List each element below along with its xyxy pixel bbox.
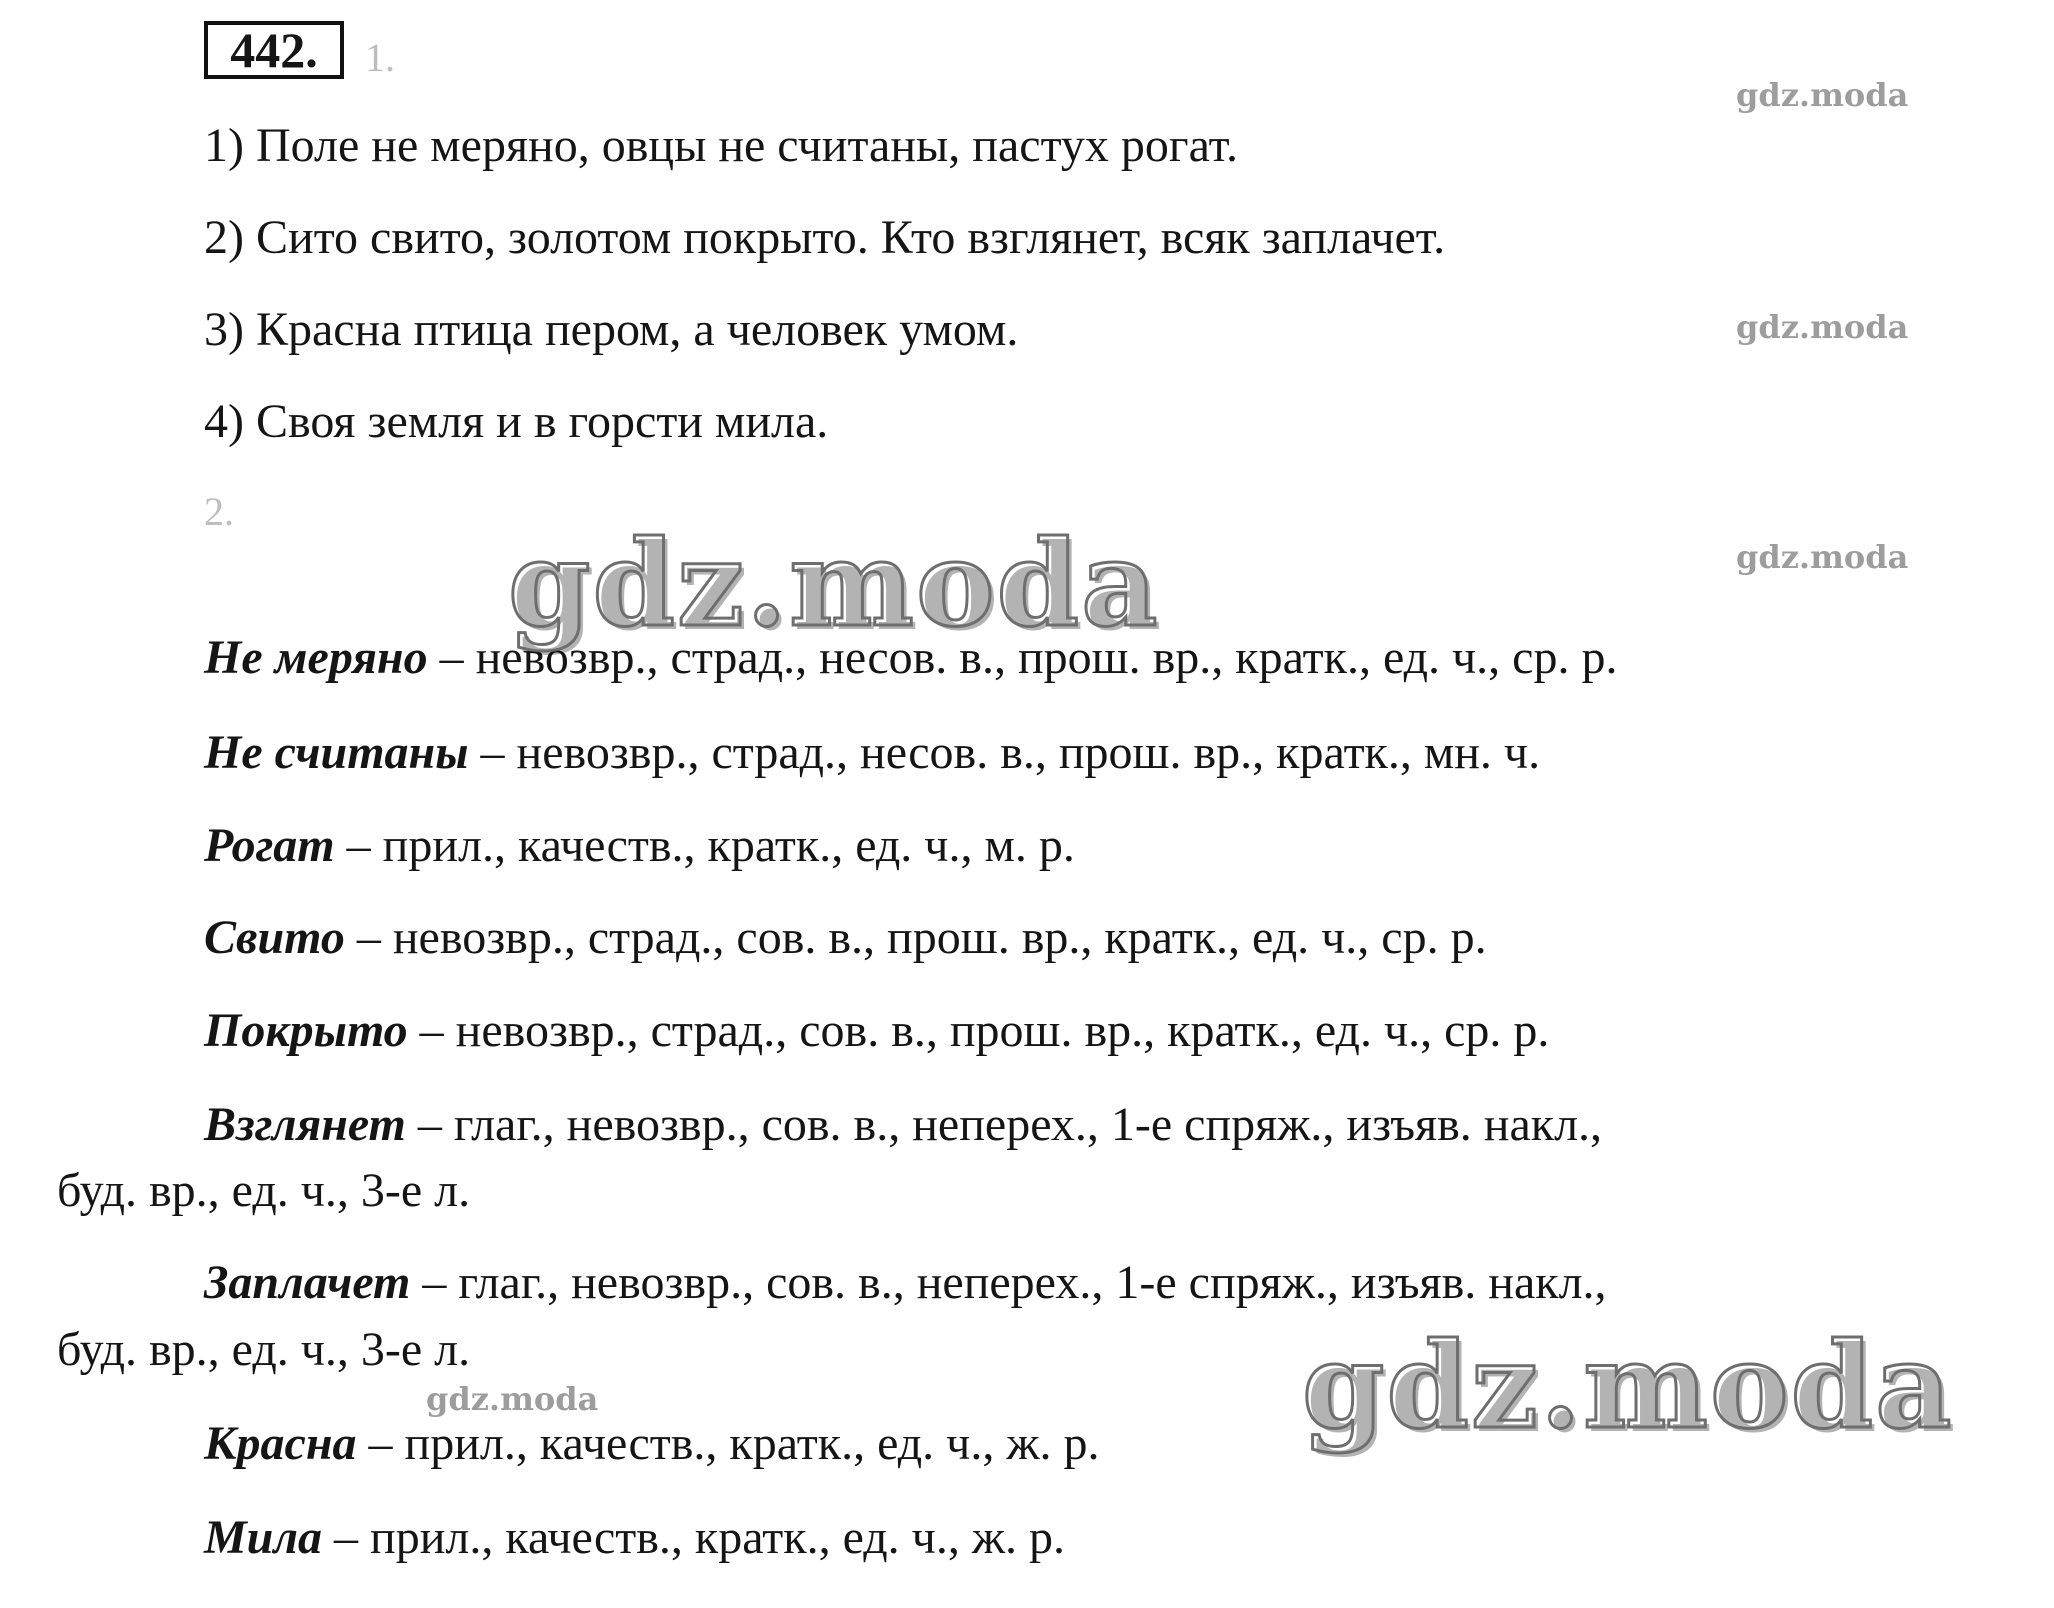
analysis-desc: – невозвр., страд., сов. в., прош. вр., кратк., ед. ч., ср. р. — [407, 1004, 1550, 1057]
analysis-term: Красна — [204, 1417, 357, 1470]
exercise-number: 442. — [204, 21, 344, 79]
sentence-4: 4) Своя земля и в горсти мила. — [204, 395, 829, 448]
analysis-term: Свито — [204, 911, 345, 964]
watermark-logo-large: gdz.moda — [508, 514, 1160, 653]
analysis-desc: – прил., качеств., кратк., ед. ч., ж. р. — [322, 1511, 1065, 1564]
analysis-desc: – глаг., невозвр., сов. в., неперех., 1-е спряж., изъяв. накл., — [405, 1098, 1603, 1151]
analysis-term: Покрыто — [204, 1004, 408, 1057]
analysis-desc: – прил., качеств., кратк., ед. ч., м. р. — [334, 819, 1075, 872]
analysis-row — [204, 818, 1075, 874]
analysis-continuation: буд. вр., ед. ч., 3-е л. — [57, 1164, 471, 1217]
part-1-label: 1. — [365, 35, 395, 80]
analysis-continuation: буд. вр., ед. ч., 3-е л. — [57, 1323, 471, 1376]
analysis-row — [204, 910, 1487, 966]
analysis-term: Рогат — [204, 819, 335, 872]
analysis-row — [204, 1510, 1065, 1566]
analysis-row — [204, 1255, 1607, 1311]
watermark-logo: gdz.moda — [1736, 538, 1909, 576]
analysis-desc: – невозвр., страд., несов. в., прош. вр., кратк., ед. ч., ср. р. — [427, 631, 1618, 684]
analysis-row — [204, 1416, 1099, 1472]
analysis-row — [204, 1003, 1549, 1059]
analysis-term: Не меряно — [204, 631, 428, 684]
analysis-term: Мила — [204, 1511, 323, 1564]
analysis-term: Взглянет — [204, 1098, 406, 1151]
analysis-desc: – глаг., невозвр., сов. в., неперех., 1-е спряж., изъяв. накл., — [410, 1256, 1607, 1309]
part-2-label: 2. — [204, 489, 234, 534]
analysis-desc: – невозвр., страд., несов. в., прош. вр., кратк., мн. ч. — [468, 726, 1541, 779]
watermark-logo-large: gdz.moda — [1302, 1316, 1954, 1455]
sentence-3: 3) Красна птица пером, а человек умом. — [204, 303, 1019, 356]
watermark-logo: gdz.moda — [426, 1380, 599, 1418]
analysis-row — [204, 1097, 1602, 1153]
analysis-desc: – прил., качеств., кратк., ед. ч., ж. р. — [356, 1417, 1100, 1470]
analysis-term: Не считаны — [204, 726, 469, 779]
watermark-logo: gdz.moda — [1736, 76, 1909, 114]
sentence-2: 2) Сито свито, золотом покрыто. Кто взглянет, всяк заплачет. — [204, 211, 1446, 264]
analysis-term: Заплачет — [204, 1256, 411, 1309]
analysis-desc: – невозвр., страд., сов. в., прош. вр., кратк., ед. ч., ср. р. — [344, 911, 1487, 964]
sentence-1: 1) Поле не меряно, овцы не считаны, пастух рогат. — [204, 119, 1239, 172]
watermark-logo: gdz.moda — [1736, 308, 1909, 346]
analysis-row — [204, 725, 1540, 781]
